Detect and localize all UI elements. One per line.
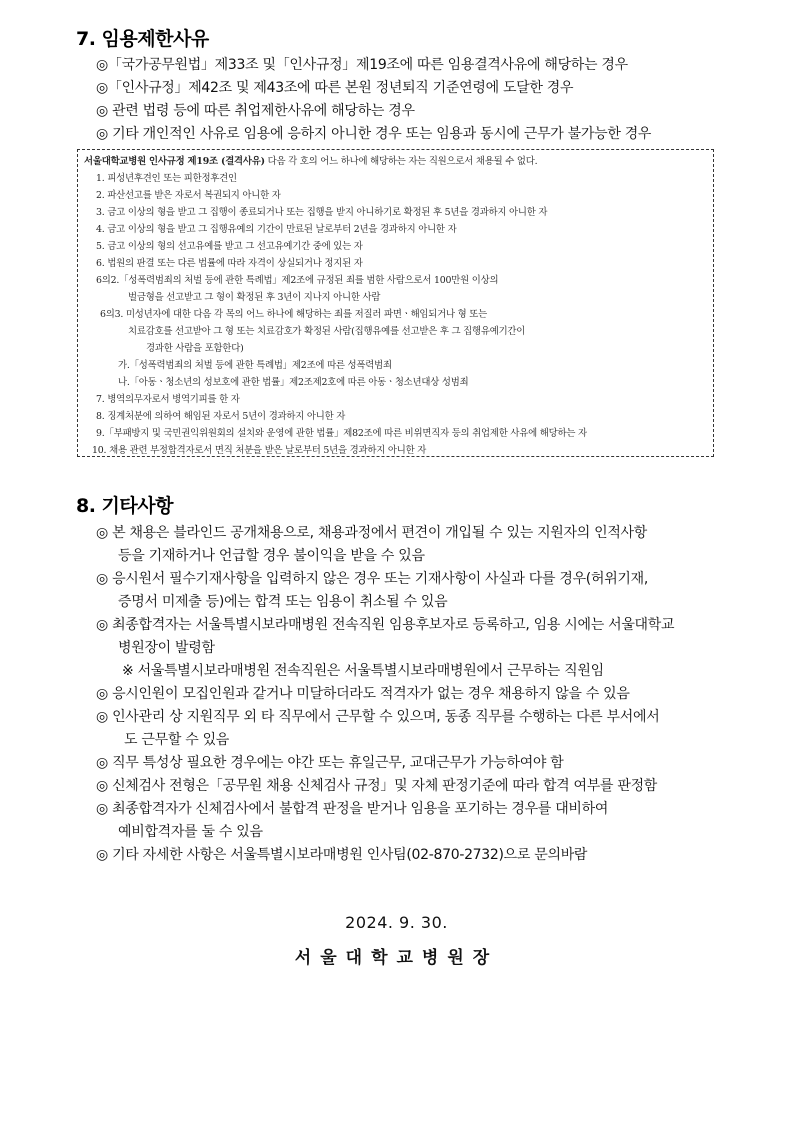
section-8-line: 도 근무할 수 있음 [124, 732, 230, 748]
section-8-line: ◎ 기타 자세한 사항은 서울특별시보라매병원 인사팀(02-870-2732)으로 문의바람 [96, 847, 588, 863]
regulation-line: 벌금형을 선고받고 그 형이 확정된 후 3년이 지나지 아니한 사람 [128, 292, 381, 303]
regulation-line: 6의3. 미성년자에 대한 다음 각 목의 어느 하나에 해당하는 죄를 저질러 파면ㆍ해임되거나 형 또는 [100, 309, 487, 320]
regulation-header-title: 서울대학교병원 인사규정 제19조 (결격사유) [84, 156, 265, 167]
regulation-line: 10. 채용 관련 부정합격자로서 면직 처분을 받은 날로부터 5년을 경과하지 아니한 자 [92, 445, 427, 456]
section-8-line: 증명서 미제출 등)에는 합격 또는 임용이 취소될 수 있음 [118, 594, 448, 610]
section-7-item-3: ◎ 관련 법령 등에 따른 취업제한사유에 해당하는 경우 [96, 103, 415, 119]
regulation-line: 5. 금고 이상의 형의 선고유예를 받고 그 선고유예기간 중에 있는 자 [96, 241, 363, 252]
section-7-item-1: ◎「국가공무원법」제33조 및「인사규정」제19조에 따른 임용결격사유에 해당하는 경우 [96, 57, 628, 73]
regulation-header-text: 다음 각 호의 어느 하나에 해당하는 자는 직원으로서 채용될 수 없다. [264, 156, 538, 167]
section-7-item-2: ◎「인사규정」제42조 및 제43조에 따른 본원 정년퇴직 기준연령에 도달한 경우 [96, 80, 574, 96]
signature-hospital-director: 서울대학교병원장 [294, 948, 499, 968]
regulation-line: 6. 법원의 판결 또는 다른 법률에 따라 자격이 상실되거나 정지된 자 [96, 258, 363, 269]
regulation-line: 6의2.「성폭력범죄의 처벌 등에 관한 특례법」제2조에 규정된 죄를 범한 사람으로서 100만원 이상의 [96, 275, 499, 286]
section-8-line: ◎ 응시원서 필수기재사항을 입력하지 않은 경우 또는 기재사항이 사실과 다를 경우(허위기재, [96, 571, 649, 587]
regulation-line: 가.「성폭력범죄의 처벌 등에 관한 특례법」제2조에 따른 성폭력범죄 [118, 360, 392, 371]
section-8-line: ◎ 신체검사 전형은「공무원 채용 신체검사 규정」및 자체 판정기준에 따라 합격 여부를 판정함 [96, 778, 658, 794]
section-8-line: ◎ 인사관리 상 지원직무 외 타 직무에서 근무할 수 있으며, 동종 직무를 수행하는 다른 부서에서 [96, 709, 660, 725]
announcement-date: 2024. 9. 30. [345, 913, 448, 932]
section-8-line: 병원장이 발령함 [118, 640, 215, 656]
section-7-item-4: ◎ 기타 개인적인 사유로 임용에 응하지 아니한 경우 또는 임용과 동시에 근무가 불가능한 경우 [96, 126, 652, 142]
section-8-line: ◎ 응시인원이 모집인원과 같거나 미달하더라도 적격자가 없는 경우 채용하지 않을 수 있음 [96, 686, 630, 702]
section-8-line: ◎ 최종합격자는 서울특별시보라매병원 전속직원 임용후보자로 등록하고, 임용 시에는 서울대학교 [96, 617, 675, 633]
regulation-line: 4. 금고 이상의 형을 받고 그 집행유예의 기간이 만료된 날로부터 2년을 경과하지 아니한 자 [96, 224, 457, 235]
regulation-line: 경과한 사람을 포함한다) [146, 343, 244, 354]
regulation-line: 나.「아동ㆍ청소년의 성보호에 관한 법률」제2조제2호에 따른 아동ㆍ청소년대상 성범죄 [118, 377, 469, 388]
regulation-line: 8. 징계처분에 의하여 해임된 자로서 5년이 경과하지 아니한 자 [96, 411, 346, 422]
section-8-line: ◎ 본 채용은 블라인드 공개채용으로, 채용과정에서 편견이 개입될 수 있는 지원자의 인적사항 [96, 525, 648, 541]
regulation-line: 7. 병역의무자로서 병역기피를 한 자 [96, 394, 240, 405]
section-8-line: 등을 기재하거나 언급할 경우 불이익을 받을 수 있음 [118, 548, 425, 564]
section-8-line: ◎ 최종합격자가 신체검사에서 불합격 판정을 받거나 임용을 포기하는 경우를 대비하여 [96, 801, 609, 817]
section-8-note: ※ 서울특별시보라매병원 전속직원은 서울특별시보라매병원에서 근무하는 직원임 [122, 663, 604, 679]
section-7-title: 7. 임용제한사유 [76, 28, 209, 50]
regulation-line: 9.「부패방지 및 국민권익위원회의 설치와 운영에 관한 법률」제82조에 따른 비위면직자 등의 취업제한 사유에 해당하는 자 [96, 428, 587, 439]
regulation-header [84, 153, 537, 167]
regulation-line: 3. 금고 이상의 형을 받고 그 집행이 종료되거나 또는 집행을 받지 아니하기로 확정된 후 5년을 경과하지 아니한 자 [96, 207, 548, 218]
regulation-line: 치료감호를 선고받아 그 형 또는 치료감호가 확정된 사람(집행유예를 선고받은 후 그 집행유예기간이 [128, 326, 526, 337]
section-8-line: 예비합격자를 둘 수 있음 [118, 824, 263, 840]
section-8-line: ◎ 직무 특성상 필요한 경우에는 야간 또는 휴일근무, 교대근무가 가능하여야 함 [96, 755, 564, 771]
regulation-line: 1. 피성년후견인 또는 피한정후견인 [96, 173, 237, 184]
section-8-title: 8. 기타사항 [76, 495, 173, 517]
regulation-line: 2. 파산선고를 받은 자로서 복권되지 아니한 자 [96, 190, 281, 201]
